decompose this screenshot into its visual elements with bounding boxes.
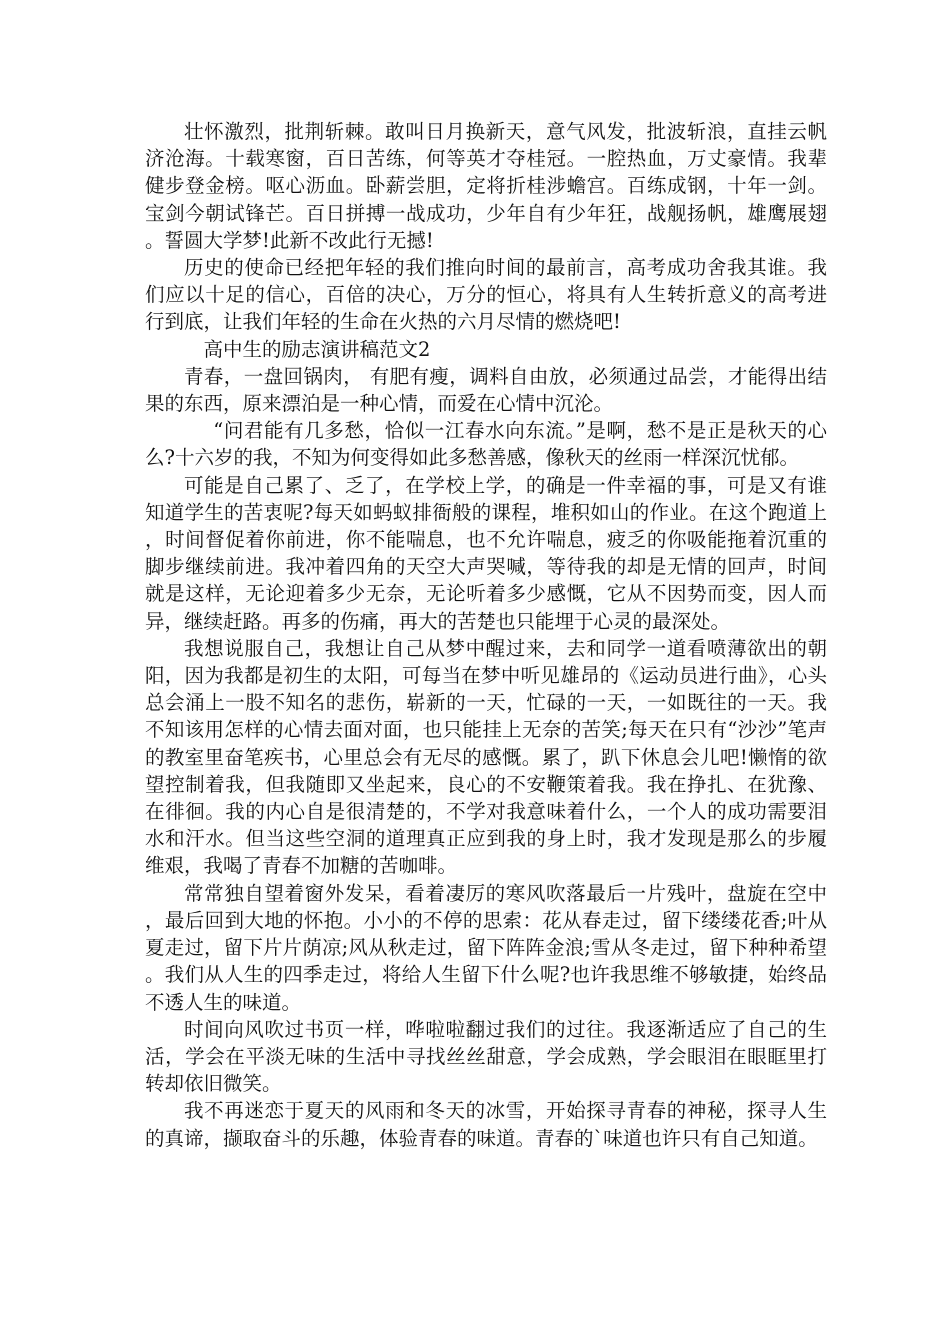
paragraph-2: 历史的使命已经把年轻的我们推向时间的最前言，高考成功舍我其谁。我们应以十足的信心，百倍的决心，万分的恒心，将具有人生转折意义的高考进行到底，让我们年轻的生命在火热的六月尽情的燃烧吧!	[145, 256, 827, 334]
document-page	[145, 118, 827, 1152]
paragraph-7: 常常独自望着窗外发呆，看着凄厉的寒风吹落最后一片残叶，盘旋在空中，最后回到大地的怀抱。小小的不停的思索：花从春走过，留下缕缕花香;叶从夏走过，留下片片荫凉;风从秋走过，留下阵阵金浪;雪从冬走过，留下种种希望。我们从人生的四季走过，将给人生留下什么呢?也许我思维不够敏捷，始终品不透人生的味道。	[145, 881, 827, 1014]
paragraph-3: 青春，一盘回锅肉， 有肥有瘦，调料自由放，必须通过品尝，才能得出结果的东西，原来漂泊是一种心情，而爱在心情中沉沦。	[145, 364, 827, 416]
paragraph-9: 我不再迷恋于夏天的风雨和冬天的冰雪，开始探寻青春的神秘，探寻人生的真谛，撷取奋斗的乐趣，体验青春的味道。青春的`味道也许只有自己知道。	[145, 1099, 827, 1150]
paragraph-5: 可能是自己累了、乏了，在学校上学，的确是一件幸福的事，可是又有谁知道学生的苦衷呢?每天如蚂蚁排衙般的课程，堆积如山的作业。在这个跑道上，时间督促着你前进，你不能喘息，也不允许喘息，疲乏的你吸能拖着沉重的脚步继续前进。我冲着四角的天空大声哭喊，等待我的却是无情的回声，时间就是这样，无论迎着多少无奈，无论听着多少感慨，它从不因势而变，因人而异，继续赶路。再多的伤痛，再大的苦楚也只能埋于心灵的最深处。	[145, 473, 827, 633]
section-heading: 高中生的励志演讲稿范文2	[203, 337, 431, 361]
paragraph-8: 时间向风吹过书页一样，哗啦啦翻过我们的过往。我逐渐适应了自己的生活，学会在平淡无味的生活中寻找丝丝甜意，学会成熟，学会眼泪在眼眶里打转却依旧微笑。	[145, 1017, 827, 1096]
paragraph-4: “问君能有几多愁，恰似一江春水向东流。”是啊，愁不是正是秋天的心么?十六岁的我，不知为何变得如此多愁善感，像秋天的丝雨一样深沉忧郁。	[145, 419, 827, 470]
paragraph-1: 壮怀激烈，批荆斩棘。敢叫日月换新天，意气风发，批波斩浪，直挂云帆济沧海。十载寒窗，百日苦练，何等英才夺桂冠。一腔热血，万丈豪情。我辈健步登金榜。呕心沥血。卧薪尝胆，定将折桂涉蟾宫。百练成钢，十年一剑。宝剑今朝试锋芒。百日拼搏一战成功，少年自有少年狂，战舰扬帆，雄鹰展翅。誓圆大学梦!此新不改此行无撼!	[145, 120, 827, 252]
paragraph-6: 我想说服自己，我想让自己从梦中醒过来，去和同学一道看喷薄欲出的朝阳，因为我都是初生的太阳，可每当在梦中听见雄昂的《运动员进行曲》，心头总会涌上一股不知名的悲伤，崭新的一天，忙碌的一天，一如既往的一天。我不知该用怎样的心情去面对面，也只能挂上无奈的苦笑;每天在只有“沙沙”笔声的教室里奋笔疾书，心里总会有无尽的感慨。累了，趴下休息会儿吧!懒惰的欲望控制着我，但我随即又坐起来，良心的不安鞭策着我。我在挣扎、在犹豫、在徘徊。我的内心自是很清楚的，不学对我意味着什么，一个人的成功需要泪水和汗水。但当这些空洞的道理真正应到我的身上时，我才发现是那么的步履维艰，我喝了青春不加糖的苦咖啡。	[145, 636, 827, 878]
